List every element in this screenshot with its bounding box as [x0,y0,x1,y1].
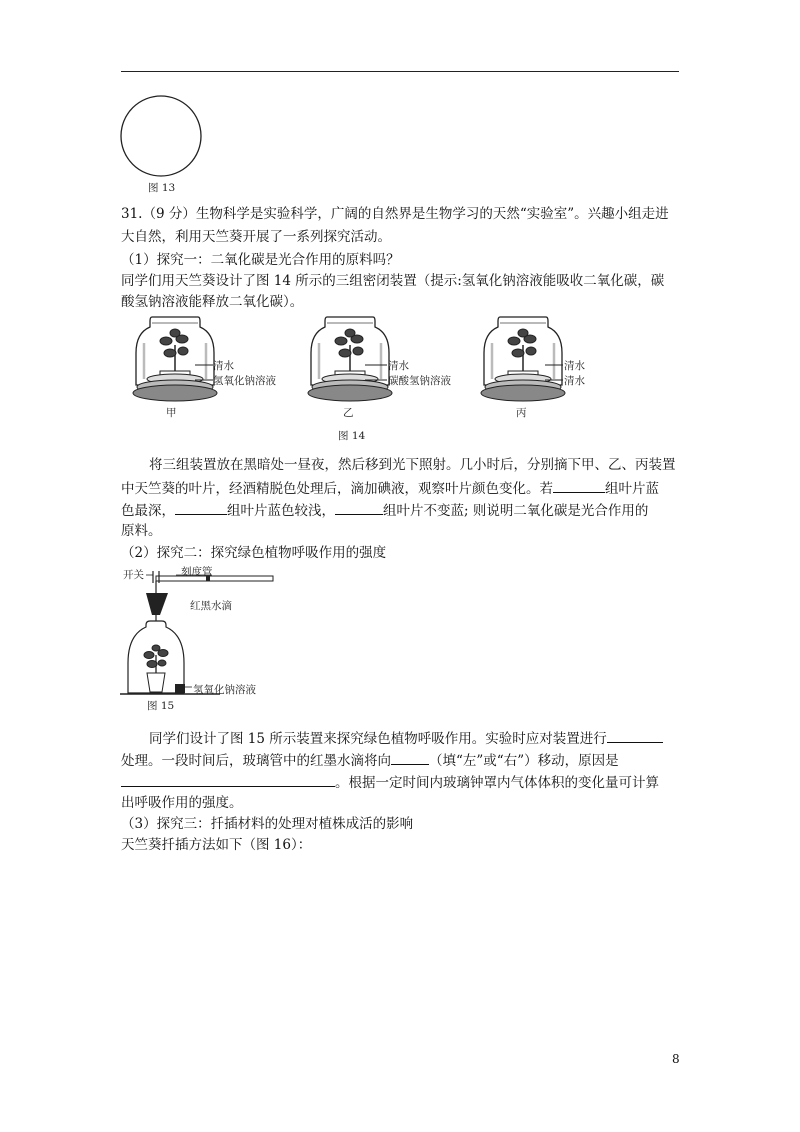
answer-blank-5[interactable] [391,750,429,765]
jar-c-label-top: 清水 [564,360,585,372]
fig13-circle [118,95,208,180]
answer-blank-3[interactable] [335,500,383,515]
fig15-tube-label: 刻度管 [181,566,213,578]
q31-line2: 大自然，利用天竺葵开展了一系列探究活动。 [121,229,391,245]
jar-c-label-bottom: 清水 [564,375,585,387]
fig14-jar-a [130,313,220,405]
para1-line3 [121,500,648,520]
fig15-caption: 图 15 [147,700,175,712]
para2-line2-b: （填“左”或“右”）移动，原因是 [429,753,619,769]
para1-line1: 将三组装置放在黑暗处一昼夜，然后移到光下照射。几小时后，分别摘下甲、乙、丙装置 [149,457,676,473]
para2-line2 [121,750,619,770]
sec1-line2: 酸氢钠溶液能释放二氧化碳）。 [121,294,304,310]
para2-line2-a: 处理。一段时间后，玻璃管中的红墨水滴将向 [121,753,391,769]
para2-line1 [149,728,663,748]
jar-a-name: 甲 [166,407,177,419]
para1-line2-end: 组叶片蓝 [605,481,659,497]
jar-b-name: 乙 [343,407,354,419]
fig14-jar-b [305,313,395,405]
fig13-caption: 图 13 [148,182,176,194]
answer-blank-4[interactable] [607,728,663,743]
answer-blank-6[interactable] [121,772,335,787]
jar-a-label-top: 清水 [213,360,234,372]
fig14-caption: 图 14 [338,430,366,442]
para1-line2-text: 中天竺葵的叶片，经酒精脱色处理后，滴加碘液，观察叶片颜色变化。若 [121,481,553,497]
jar-c-name: 丙 [516,407,527,419]
fig15-solution-label: 氢氧化钠溶液 [193,684,256,696]
para2-line3-b: 。根据一定时间内玻璃钟罩内气体体积的变化量可计算 [335,775,659,791]
sec1-line1: 同学们用天竺葵设计了图 14 所示的三组密闭装置（提示:氢氧化钠溶液能吸收二氧化碳，碳 [121,273,665,289]
para2-line1-text: 同学们设计了图 15 所示装置来探究绿色植物呼吸作用。实验时应对装置进行 [149,731,607,747]
para2-line3 [121,772,659,792]
answer-blank-1[interactable] [553,478,605,493]
sec2-title: （2）探究二：探究绿色植物呼吸作用的强度 [121,545,387,561]
jar-b-label-top: 清水 [388,360,409,372]
fig15-drop-label: 红黑水滴 [190,600,232,612]
jar-b-label-bottom: 碳酸氢钠溶液 [388,375,451,387]
para1-line3-a: 色最深， [121,503,175,519]
jar-a-label-bottom: 氢氧化钠溶液 [213,375,276,387]
para1-line3-b: 组叶片蓝色较浅， [227,503,335,519]
para1-line2 [121,478,659,498]
fig14-jar-c [478,313,568,405]
sec3-line: 天竺葵扦插方法如下（图 16）： [121,837,312,853]
fig15-switch-label: 开关 [123,569,144,581]
sec3-title: （3）探究三：扦插材料的处理对植株成活的影响 [121,816,414,832]
sec1-title: （1）探究一：二氧化碳是光合作用的原料吗？ [121,252,400,268]
para2-line4: 出呼吸作用的强度。 [121,795,243,811]
header-rule [121,71,679,72]
para1-line4: 原料。 [121,523,162,539]
para1-line3-c: 组叶片不变蓝; 则说明二氧化碳是光合作用的 [383,503,649,519]
q31-line1: 31.（9 分）生物科学是实验科学，广阔的自然界是生物学习的天然“实验室”。兴趣小组走进 [121,206,669,222]
page-number: 8 [672,1052,680,1066]
answer-blank-2[interactable] [175,500,227,515]
